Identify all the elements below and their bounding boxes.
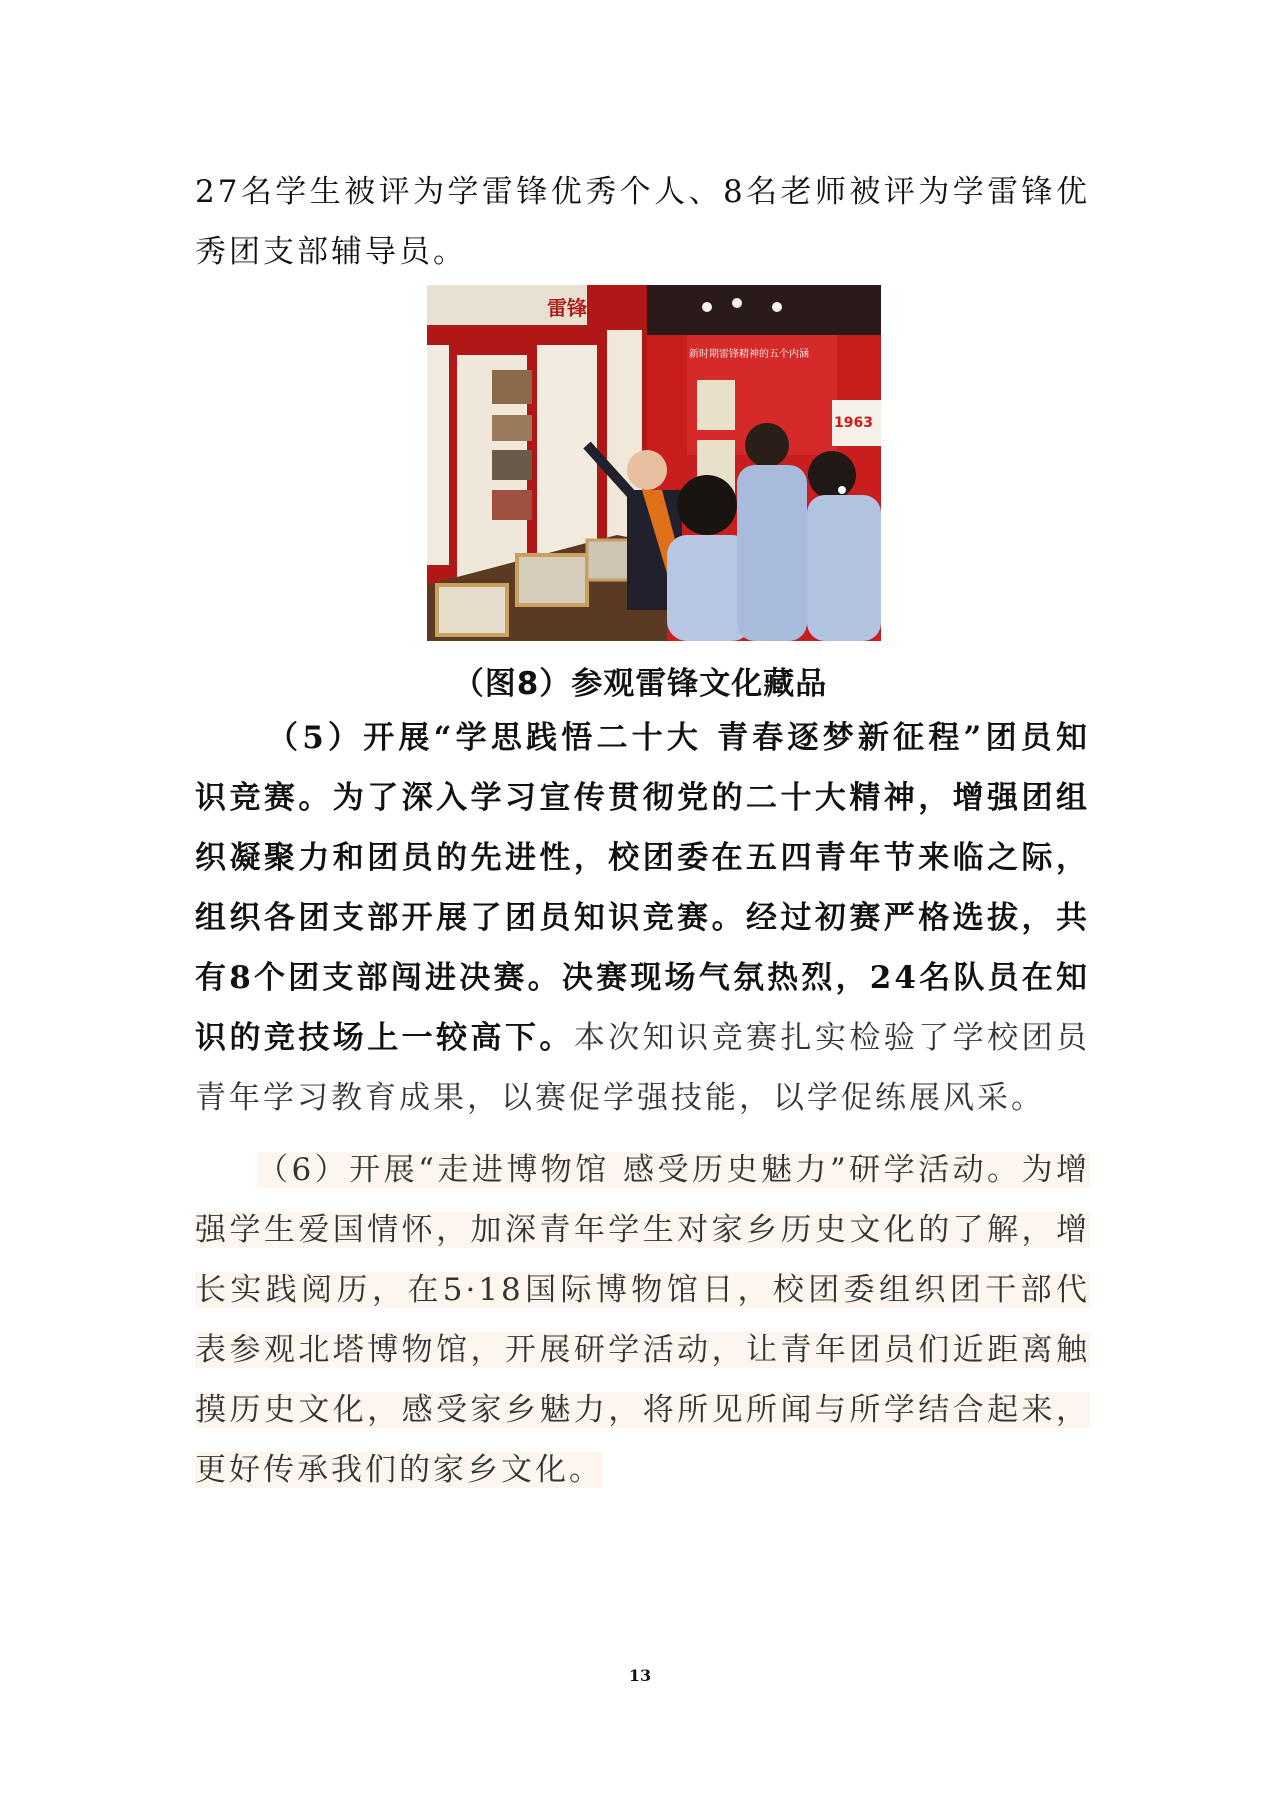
paragraph-museum-visit [195, 1140, 1090, 1500]
exhibition-photo-illustration [427, 285, 881, 641]
museum-visit-text: （6）开展“走进博物馆 感受历史魅力”研学活动。为增强学生爱国情怀，加深青年学生对家乡历史文化的了解，增长实践阅历，在5·18国际博物馆日，校团委组织团干部代表参观北塔博物馆，开展研学活动，让青年团员们近距离触摸历史文化，感受家乡魅力，将所见所闻与所学结合起来，更好传承我们的家乡文化。 [195, 1152, 1090, 1488]
photo-lei-feng-exhibition [427, 285, 881, 641]
figure-caption: （图8）参观雷锋文化藏品 [452, 666, 828, 702]
contest-description-bold: （5）开展“学思践悟二十大 青春逐梦新征程”团员知识竞赛。为了深入学习宣传贯彻党的二十大精神，增强团组织凝聚力和团员的先进性，校团委在五四青年节来临之际，组织各团支部开展了团员知识竞赛。经过初赛严格选拔，共有8个团支部闯进决赛。决赛现场气氛热烈，24名队员在知识的竞技场上一较高下。 [195, 720, 1090, 1056]
svg-text:雷锋: 雷锋 [547, 296, 587, 320]
exhibit-panel-text: 新时期雷锋精神的五个内涵 [689, 349, 809, 360]
exhibit-year-text: 1963 [834, 415, 873, 431]
page-number: 13 [628, 1666, 652, 1685]
paragraph-knowledge-contest [195, 708, 1090, 1128]
paragraph-honors: 27名学生被评为学雷锋优秀个人、8名老师被评为学雷锋优秀团支部辅导员。 [195, 174, 1090, 270]
contest-summary: 本次知识竞赛扎实检验了学校团员青年学习教育成果，以赛促学强技能，以学促练展风采。 [195, 1020, 1091, 1116]
